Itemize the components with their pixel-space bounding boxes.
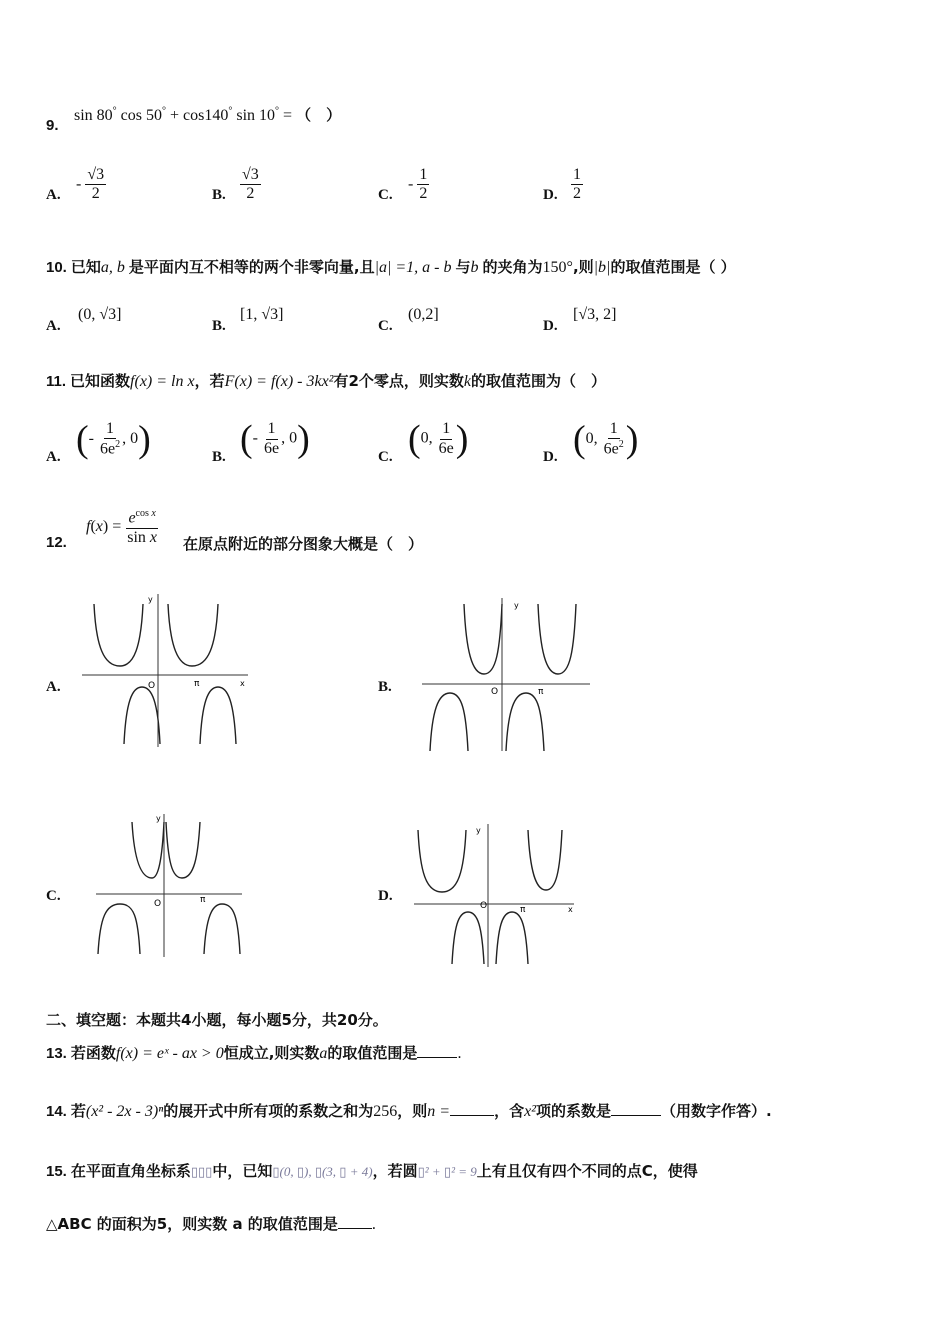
graph-b-origin: O <box>491 687 499 697</box>
q12-graph-c <box>94 812 254 962</box>
q10-option-d: [√3, 2] <box>573 306 617 323</box>
graph-c-y-label: y <box>156 814 161 823</box>
q12-option-b-label: B. <box>378 679 392 695</box>
q9-option-a: - $\frac{√3}{2}$ <box>76 166 105 203</box>
graph-c-origin: O <box>154 899 162 909</box>
q10-option-d-label: D. <box>543 318 558 334</box>
q12-graph-d <box>412 822 582 972</box>
q11-option-d-label: D. <box>543 449 558 465</box>
q13-blank[interactable] <box>417 1057 457 1058</box>
graph-d-y-label: y <box>476 826 481 835</box>
section2-heading: 二、填空题：本题共4小题，每小题5分，共20分。 <box>46 1011 388 1029</box>
q13-stem: 13. 若函数f(x) = eˣ - ax > 0恒成立,则实数a的取值范围是 . <box>46 1044 462 1062</box>
q14-stem: 14. 若(x² - 2x - 3)ⁿ的展开式中所有项的系数之和为256，则n = ，含x²项的系数是 （用数字作答）. <box>46 1102 772 1120</box>
q11-option-a: (- $\frac{1}{6e^2}$ , 0) <box>76 418 151 461</box>
q14-blank-n[interactable] <box>450 1115 494 1116</box>
q9-option-c: - $\frac{1}{2}$ <box>408 166 428 203</box>
q10-option-a-label: A. <box>46 318 61 334</box>
q10-option-b: [1, √3] <box>240 306 284 323</box>
q10-option-a: (0, √3] <box>78 306 122 323</box>
q9-option-d: $\frac{1}{2}$ <box>573 166 581 203</box>
q9-option-b: $\frac{√3}{2}$ <box>242 166 259 203</box>
q9-option-b-label: B. <box>212 187 226 203</box>
q10-option-c-label: C. <box>378 318 393 334</box>
q12-function: f(x) = $\frac{e^{cos x}}{\text{sin x}}$ <box>86 508 158 546</box>
q10-stem: 10. 已知a, b 是平面内互不相等的两个非零向量,且|a| =1, a - b 与b 的夹角为150°,则|b|的取值范围是（ ） <box>46 258 736 276</box>
q12-text: 在原点附近的部分图象大概是（ ） <box>183 535 424 553</box>
graph-d-x-label: x <box>568 905 573 914</box>
q10-option-b-label: B. <box>212 318 226 334</box>
q11-option-c: (0, $\frac{1}{6e}$ ) <box>408 418 469 460</box>
graph-a-x-label: x <box>240 679 245 688</box>
graph-a-origin: O <box>148 681 156 691</box>
q9-expression: sin 80° cos 50° + cos140° sin 10° = （ ） <box>74 105 342 124</box>
q12-option-c-label: C. <box>46 888 61 904</box>
graph-b-pi: π <box>538 687 544 697</box>
q10-option-c: (0,2] <box>408 306 439 323</box>
graph-a-pi: π <box>194 679 200 689</box>
q12-graph-a <box>82 592 257 752</box>
q15-blank[interactable] <box>338 1228 372 1229</box>
graph-d-origin: O <box>480 901 488 911</box>
q11-option-a-label: A. <box>46 449 61 465</box>
q11-stem: 11. 已知函数f(x) = ln x，若F(x) = f(x) - 3kx²有2个零点，则实数k的取值范围为（ ） <box>46 372 607 390</box>
graph-c-pi: π <box>200 895 206 905</box>
q11-option-d: (0, $\frac{1}{6e^2}$ ) <box>573 418 639 461</box>
graph-b-y-label: y <box>514 601 519 610</box>
graph-a-y-label: y <box>148 595 153 604</box>
q12-option-d-label: D. <box>378 888 393 904</box>
q9-option-a-label: A. <box>46 187 61 203</box>
graph-d-pi: π <box>520 905 526 915</box>
q12-number: 12. <box>46 534 67 551</box>
q15-stem: 15. 在平面直角坐标系▯▯▯中，已知▯(0, ▯), ▯(3, ▯ + 4)，若圆▯² + ▯² = 9上有且仅有四个不同的点C，使得 <box>46 1162 698 1180</box>
q9-option-d-label: D. <box>543 187 558 203</box>
q15-line2: △ABC 的面积为5，则实数 a 的取值范围是 . <box>46 1215 376 1233</box>
q9-option-c-label: C. <box>378 187 393 203</box>
q12-graph-b <box>420 596 595 756</box>
q14-blank-coeff[interactable] <box>611 1115 661 1116</box>
q11-option-c-label: C. <box>378 449 393 465</box>
q11-option-b: (- $\frac{1}{6e}$ , 0) <box>240 418 310 460</box>
q12-option-a-label: A. <box>46 679 61 695</box>
q9-number: 9. <box>46 117 59 134</box>
q11-option-b-label: B. <box>212 449 226 465</box>
